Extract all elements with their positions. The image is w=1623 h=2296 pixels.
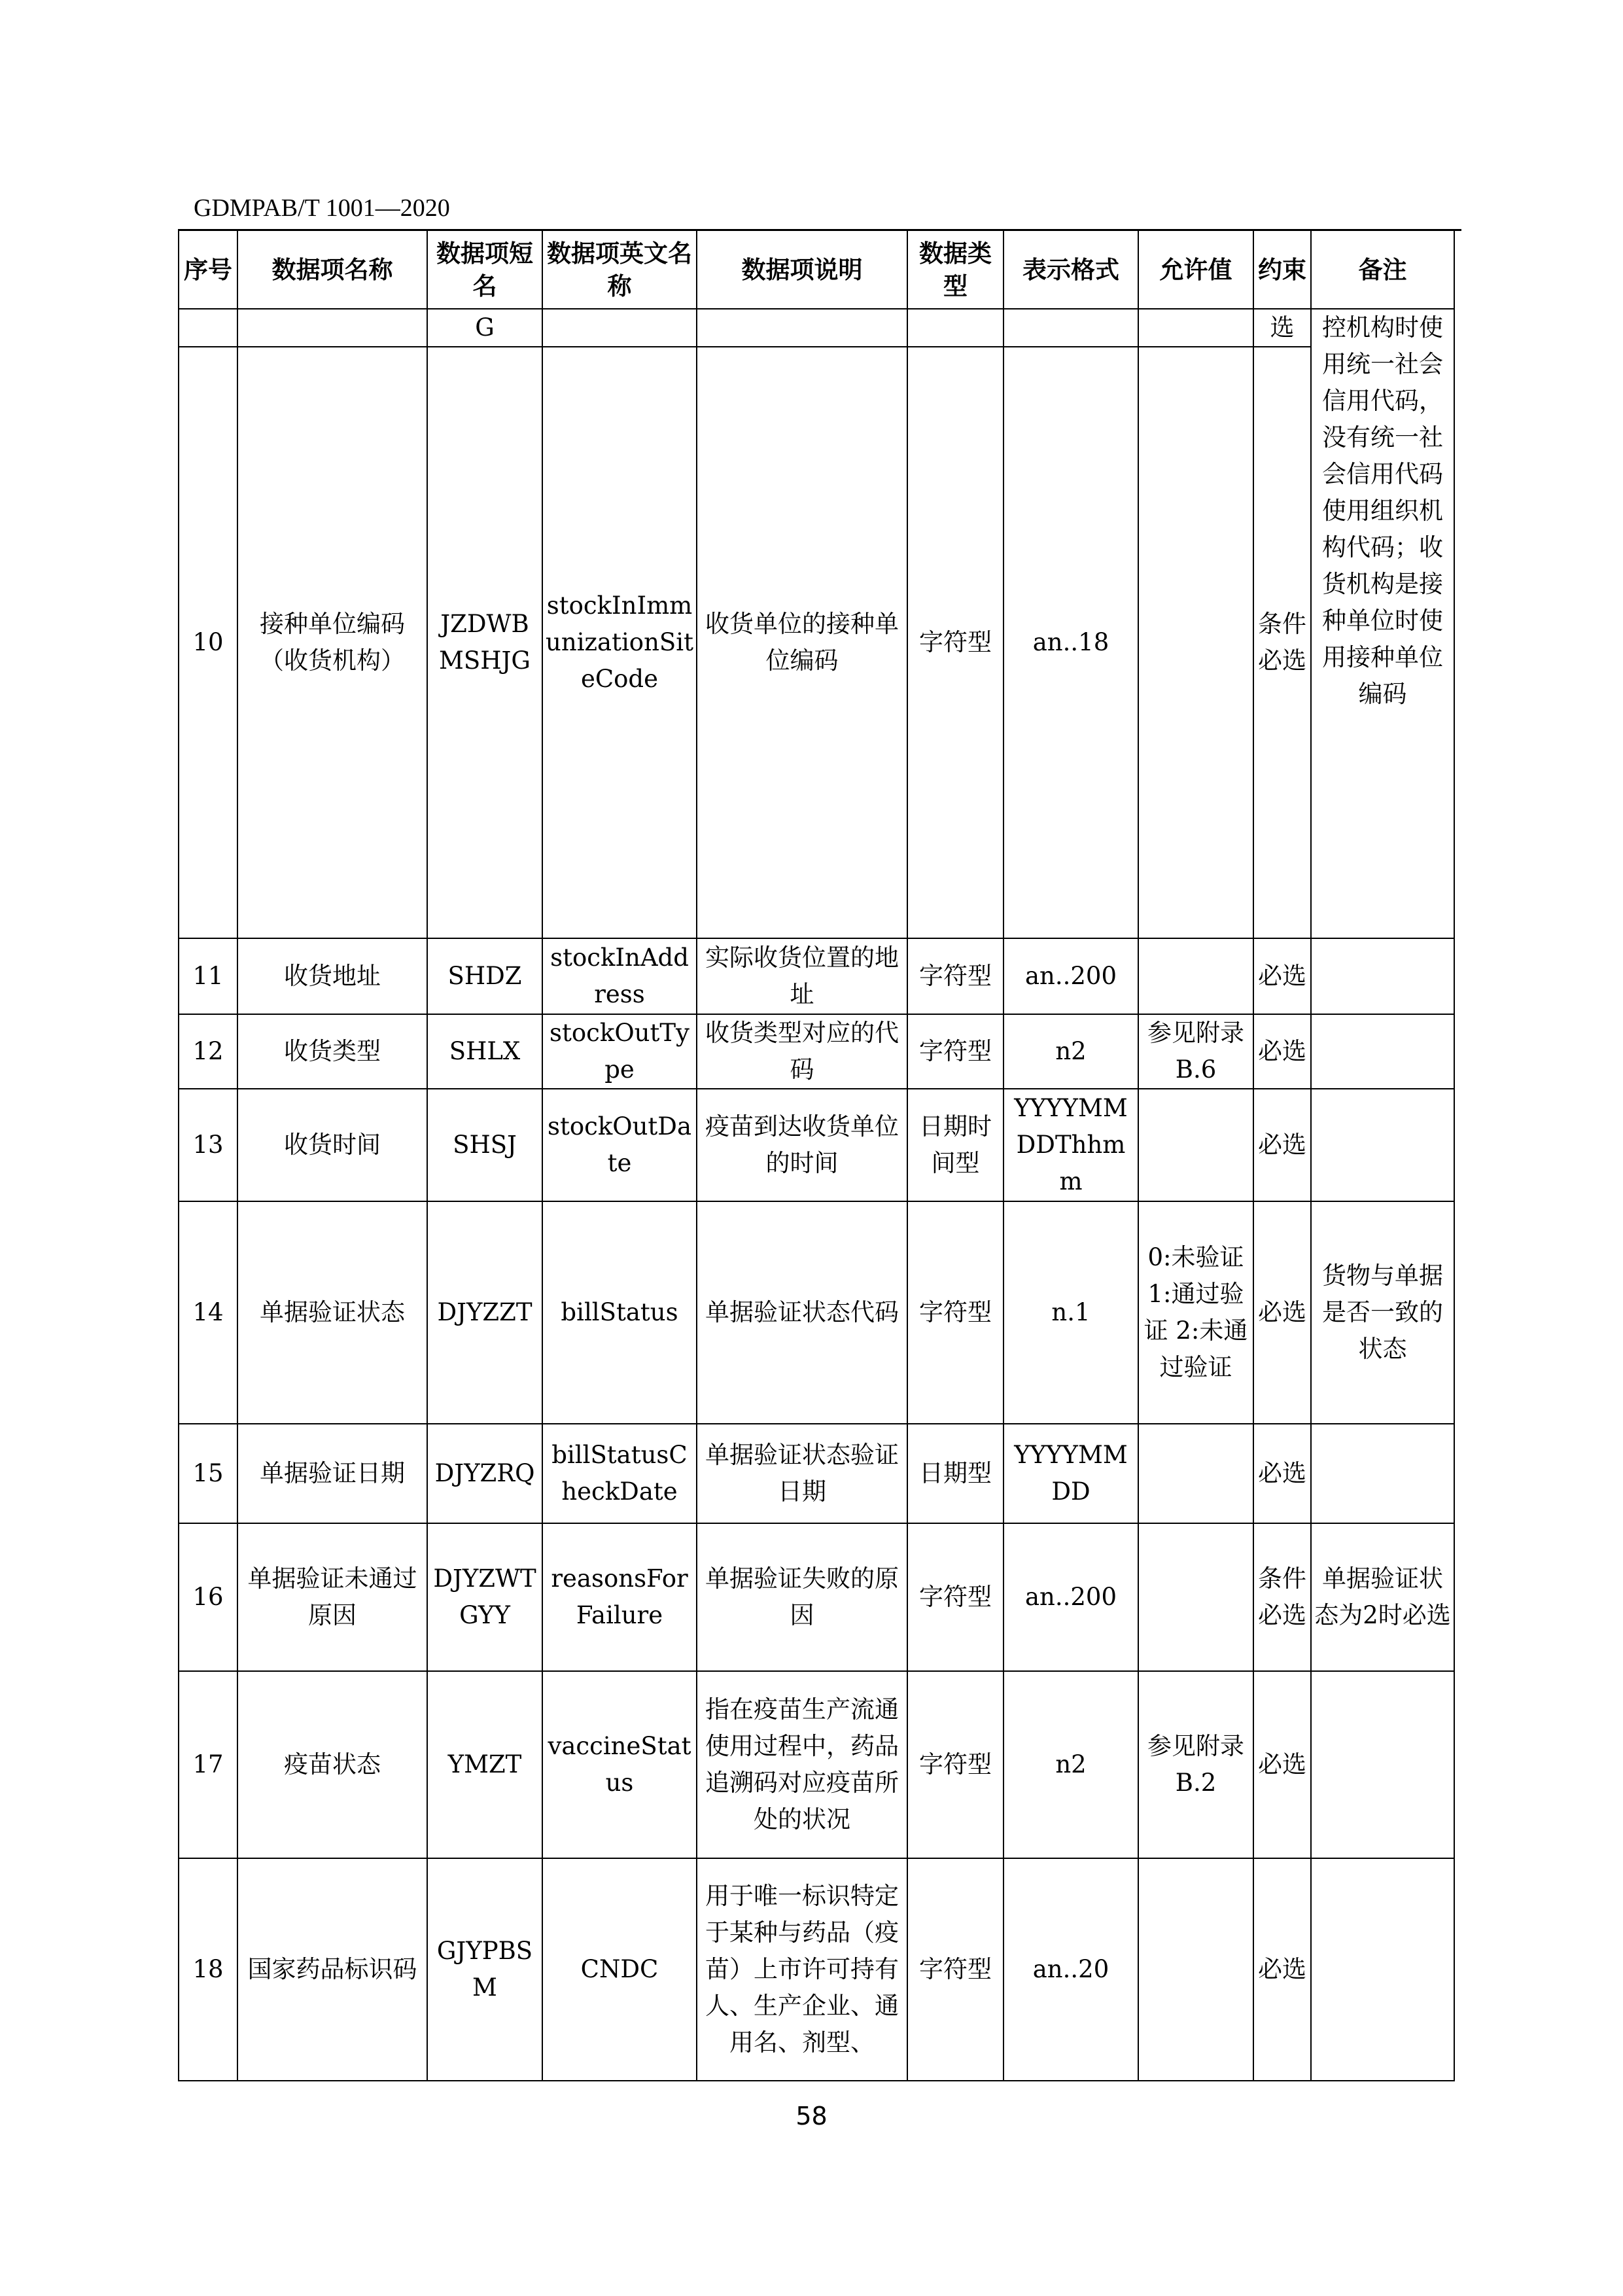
- cell-no: 11: [179, 938, 237, 1014]
- cell-format: an..200: [1003, 1523, 1138, 1671]
- cell-note: [1311, 938, 1454, 1014]
- cell-format: YYYYMMDD: [1003, 1424, 1138, 1523]
- cell-type: 字符型: [907, 1671, 1003, 1858]
- cell-note: [1311, 1858, 1454, 2081]
- cell-name: 单据验证状态: [237, 1201, 427, 1424]
- cell-type: 日期时间型: [907, 1089, 1003, 1201]
- table-row: [179, 309, 1454, 347]
- cell-allowed: 参见附录B.2: [1138, 1671, 1253, 1858]
- cell-constraint: 选: [1253, 309, 1311, 347]
- cell-allowed: [1138, 1858, 1253, 2081]
- cell-no: 18: [179, 1858, 237, 2081]
- cell-no: 15: [179, 1424, 237, 1523]
- cell-desc: [697, 309, 907, 347]
- cell-type: 字符型: [907, 1201, 1003, 1424]
- header-cell: 数据项短名: [427, 230, 542, 309]
- header-cell: 数据类型: [907, 230, 1003, 309]
- cell-english: vaccineStatus: [542, 1671, 697, 1858]
- cell-note: [1311, 1671, 1454, 1858]
- cell-short: JZDWBMSHJG: [427, 347, 542, 938]
- cell-constraint: 必选: [1253, 1858, 1311, 2081]
- header-cell: 序号: [179, 230, 237, 309]
- table-row: [179, 1201, 1454, 1424]
- cell-name: [237, 309, 427, 347]
- cell-short: SHLX: [427, 1014, 542, 1089]
- header-cell: 数据项名称: [237, 230, 427, 309]
- cell-desc: 用于唯一标识特定于某种与药品（疫苗）上市许可持有人、生产企业、通用名、剂型、: [697, 1858, 907, 2081]
- cell-note: [1311, 1424, 1454, 1523]
- header-cell: 数据项说明: [697, 230, 907, 309]
- cell-no: 17: [179, 1671, 237, 1858]
- cell-type: 字符型: [907, 938, 1003, 1014]
- data-item-table: [178, 230, 1455, 2081]
- cell-allowed: 参见附录 B.6: [1138, 1014, 1253, 1089]
- header-cell: 备注: [1311, 230, 1454, 309]
- cell-english: reasonsForFailure: [542, 1523, 697, 1671]
- cell-short: DJYZZT: [427, 1201, 542, 1424]
- cell-english: stockInImmunizationSiteCode: [542, 347, 697, 938]
- header-cell: 数据项英文名称: [542, 230, 697, 309]
- cell-short: YMZT: [427, 1671, 542, 1858]
- cell-format: [1003, 309, 1138, 347]
- cell-desc: 单据验证状态验证日期: [697, 1424, 907, 1523]
- cell-format: an..200: [1003, 938, 1138, 1014]
- cell-format: an..20: [1003, 1858, 1138, 2081]
- table-row: [179, 1523, 1454, 1671]
- cell-no: [179, 309, 237, 347]
- cell-english: billStatus: [542, 1201, 697, 1424]
- table-row: [179, 347, 1454, 938]
- cell-name: 单据验证未通过原因: [237, 1523, 427, 1671]
- cell-note: 控机构时使用统一社会信用代码，没有统一社会信用代码使用组织机构代码；收货机构是接种单位时使用接种单位编码: [1311, 309, 1454, 938]
- cell-english: billStatusCheckDate: [542, 1424, 697, 1523]
- cell-constraint: 必选: [1253, 938, 1311, 1014]
- table-row: [179, 1671, 1454, 1858]
- cell-constraint: 必选: [1253, 1201, 1311, 1424]
- table-row: [179, 1424, 1454, 1523]
- cell-desc: 疫苗到达收货单位的时间: [697, 1089, 907, 1201]
- cell-name: 国家药品标识码: [237, 1858, 427, 2081]
- cell-short: GJYPBSM: [427, 1858, 542, 2081]
- cell-english: CNDC: [542, 1858, 697, 2081]
- cell-note: [1311, 1089, 1454, 1201]
- cell-no: 14: [179, 1201, 237, 1424]
- document-code: GDMPAB/T 1001—2020: [194, 194, 450, 222]
- cell-short: DJYZRQ: [427, 1424, 542, 1523]
- table-row: [179, 1089, 1454, 1201]
- cell-format: n2: [1003, 1014, 1138, 1089]
- cell-allowed: [1138, 1424, 1253, 1523]
- cell-constraint: 条件必选: [1253, 347, 1311, 938]
- cell-short: SHSJ: [427, 1089, 542, 1201]
- cell-allowed: [1138, 938, 1253, 1014]
- cell-no: 12: [179, 1014, 237, 1089]
- cell-constraint: 必选: [1253, 1424, 1311, 1523]
- cell-format: an..18: [1003, 347, 1138, 938]
- cell-desc: 实际收货位置的地址: [697, 938, 907, 1014]
- cell-type: 字符型: [907, 1523, 1003, 1671]
- cell-no: 10: [179, 347, 237, 938]
- cell-type: 字符型: [907, 1014, 1003, 1089]
- cell-format: n.1: [1003, 1201, 1138, 1424]
- cell-type: 字符型: [907, 347, 1003, 938]
- cell-english: stockInAddress: [542, 938, 697, 1014]
- cell-allowed: [1138, 347, 1253, 938]
- cell-name: 收货地址: [237, 938, 427, 1014]
- cell-english: [542, 309, 697, 347]
- cell-english: stockOutDate: [542, 1089, 697, 1201]
- cell-name: 接种单位编码（收货机构）: [237, 347, 427, 938]
- cell-note: 货物与单据是否一致的状态: [1311, 1201, 1454, 1424]
- cell-no: 13: [179, 1089, 237, 1201]
- header-row: [179, 230, 1454, 309]
- header-cell: 表示格式: [1003, 230, 1138, 309]
- cell-constraint: 必选: [1253, 1014, 1311, 1089]
- cell-name: 收货类型: [237, 1014, 427, 1089]
- table-row: [179, 1014, 1454, 1089]
- cell-desc: 收货单位的接种单位编码: [697, 347, 907, 938]
- cell-format: YYYYMMDDThhmm: [1003, 1089, 1138, 1201]
- cell-note: [1311, 1014, 1454, 1089]
- cell-allowed: [1138, 309, 1253, 347]
- cell-allowed: [1138, 1523, 1253, 1671]
- cell-desc: 指在疫苗生产流通使用过程中，药品追溯码对应疫苗所处的状况: [697, 1671, 907, 1858]
- cell-constraint: 条件必选: [1253, 1523, 1311, 1671]
- cell-allowed: 0:未验证 1:通过验证 2:未通过验证: [1138, 1201, 1253, 1424]
- cell-no: 16: [179, 1523, 237, 1671]
- cell-name: 收货时间: [237, 1089, 427, 1201]
- cell-desc: 单据验证失败的原因: [697, 1523, 907, 1671]
- cell-format: n2: [1003, 1671, 1138, 1858]
- header-cell: 约束: [1253, 230, 1311, 309]
- header-cell: 允许值: [1138, 230, 1253, 309]
- cell-short: DJYZWTGYY: [427, 1523, 542, 1671]
- cell-name: 疫苗状态: [237, 1671, 427, 1858]
- cell-constraint: 必选: [1253, 1671, 1311, 1858]
- cell-name: 单据验证日期: [237, 1424, 427, 1523]
- cell-english: stockOutType: [542, 1014, 697, 1089]
- cell-constraint: 必选: [1253, 1089, 1311, 1201]
- cell-short: SHDZ: [427, 938, 542, 1014]
- cell-type: [907, 309, 1003, 347]
- cell-type: 字符型: [907, 1858, 1003, 2081]
- cell-type: 日期型: [907, 1424, 1003, 1523]
- table-row: [179, 938, 1454, 1014]
- cell-desc: 单据验证状态代码: [697, 1201, 907, 1424]
- cell-allowed: [1138, 1089, 1253, 1201]
- cell-desc: 收货类型对应的代码: [697, 1014, 907, 1089]
- page-number: 58: [795, 2102, 828, 2130]
- table-row: [179, 1858, 1454, 2081]
- cell-note: 单据验证状态为2时必选: [1311, 1523, 1454, 1671]
- cell-short: G: [427, 309, 542, 347]
